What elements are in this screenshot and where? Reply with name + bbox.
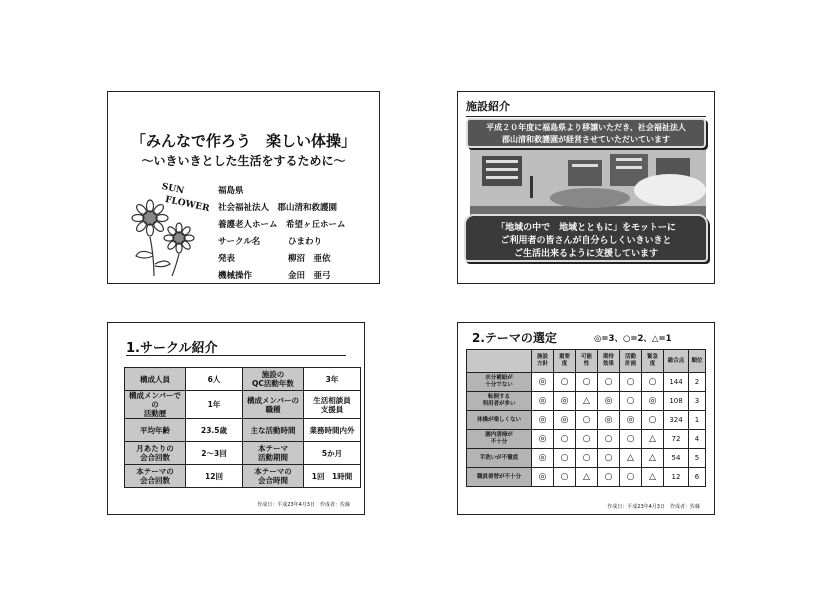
table-value-cell: 業務時間内外 <box>304 419 361 442</box>
info-row: 福島県 <box>218 186 244 196</box>
total-score: 12 <box>664 468 689 487</box>
table-key-cell: 構成メンバーの 職種 <box>243 391 304 419</box>
table-header-cell: 緊急 度 <box>642 350 664 373</box>
rank: 6 <box>689 468 706 487</box>
rank: 1 <box>689 411 706 430</box>
total-score: 54 <box>664 449 689 468</box>
row-label: 水分補給が 十分でない <box>467 373 532 392</box>
info-row: 社会福祉法人 郡山清和救護園 <box>218 203 338 213</box>
table-row <box>467 411 706 430</box>
table-key-cell: 本テーマ 活動期間 <box>243 442 304 465</box>
theme-selection-table <box>466 349 706 487</box>
table-header-cell: 活動 計画 <box>620 350 642 373</box>
row-label: 職員着替が不十分 <box>467 468 532 487</box>
rating-mark: ◎ <box>620 411 642 430</box>
rating-mark: ◎ <box>532 411 554 430</box>
rating-mark: ○ <box>554 430 576 449</box>
info-row: サークル名 ひまわり <box>218 237 323 247</box>
total-score: 72 <box>664 430 689 449</box>
sunflower-logo-text: SUN FLOWER <box>160 181 211 215</box>
heading-underline <box>126 355 346 356</box>
table-value-cell: 1年 <box>186 391 243 419</box>
table-value-cell: 6人 <box>186 368 243 391</box>
motto-banner: 「地域の中で 地域とともに」をモットーに ご利用者の皆さんが自分らしくいきいきと ご生活出来るように支援しています <box>464 214 708 262</box>
table-header-cell <box>467 350 532 373</box>
slide-theme-selection <box>457 322 715 515</box>
table-header-cell: 総合点 <box>664 350 689 373</box>
rating-mark: ○ <box>576 411 598 430</box>
table-row <box>125 442 361 465</box>
table-value-cell: 2～3回 <box>186 442 243 465</box>
total-score: 144 <box>664 373 689 392</box>
table-value-cell: 12回 <box>186 465 243 488</box>
rating-mark: ○ <box>642 411 664 430</box>
table-key-cell: 本テーマの 会合回数 <box>125 465 186 488</box>
rating-mark: ○ <box>620 468 642 487</box>
rating-mark: △ <box>620 449 642 468</box>
slide-title <box>107 91 380 284</box>
rating-mark: △ <box>642 449 664 468</box>
info-row: 機械操作 金田 亜弓 <box>218 271 331 281</box>
slide-circle-intro <box>107 322 365 515</box>
rating-mark: ○ <box>642 373 664 392</box>
rating-mark: ○ <box>598 373 620 392</box>
circle-intro-table <box>124 367 361 488</box>
rating-mark: △ <box>576 392 598 411</box>
table-row <box>467 430 706 449</box>
table-key-cell: 構成人員 <box>125 368 186 391</box>
rating-mark: ◎ <box>532 430 554 449</box>
rating-mark: ◎ <box>532 449 554 468</box>
table-value-cell: 3年 <box>304 368 361 391</box>
rating-mark: △ <box>642 430 664 449</box>
rating-mark: ◎ <box>532 468 554 487</box>
rating-mark: △ <box>642 468 664 487</box>
rating-mark: ◎ <box>554 392 576 411</box>
table-row <box>467 468 706 487</box>
slide-footer: 作成日：平成23年4月3日 作成者：佐藤 <box>607 504 700 510</box>
slide-subtitle: ～いきいきとした生活をするために～ <box>141 154 346 168</box>
table-header-cell: 施設 方針 <box>532 350 554 373</box>
table-key-cell: 本テーマの 会合時間 <box>243 465 304 488</box>
rating-mark: ◎ <box>598 392 620 411</box>
table-key-cell: 構成メンバーでの 活動歴 <box>125 391 186 419</box>
table-value-cell: 生活相談員 支援員 <box>304 391 361 419</box>
rating-mark: ◎ <box>642 392 664 411</box>
rating-mark: ◎ <box>598 411 620 430</box>
row-label: 手洗いが不徹底 <box>467 449 532 468</box>
table-value-cell: 5か月 <box>304 442 361 465</box>
table-header-cell: 重要 度 <box>554 350 576 373</box>
rank: 3 <box>689 392 706 411</box>
slide-title-heading: 「みんなで作ろう 楽しい体操」 <box>130 132 356 150</box>
rating-mark: ◎ <box>554 411 576 430</box>
rating-mark: ○ <box>620 392 642 411</box>
table-row <box>125 419 361 442</box>
table-header-cell: 期待 効果 <box>598 350 620 373</box>
table-key-cell: 施設の QC活動年数 <box>243 368 304 391</box>
info-row: 養護老人ホーム 希望ヶ丘ホーム <box>218 220 346 230</box>
slide-heading: 2.テーマの選定 <box>472 331 557 345</box>
rating-mark: ○ <box>598 468 620 487</box>
rank: 4 <box>689 430 706 449</box>
rating-mark: ○ <box>554 468 576 487</box>
table-row <box>125 465 361 488</box>
rating-mark: ○ <box>576 373 598 392</box>
rating-mark: ○ <box>554 373 576 392</box>
table-value-cell: 23.5歳 <box>186 419 243 442</box>
score-legend: ◎=3、○=2、△=1 <box>594 334 672 344</box>
table-header-row <box>467 350 706 373</box>
operation-banner: 平成２０年度に福島県より移譲いただき、社会福祉法人 郡山清和救護園が経営させていただいています <box>466 118 706 148</box>
table-header-cell: 可能 性 <box>576 350 598 373</box>
table-key-cell: 月あたりの 会合回数 <box>125 442 186 465</box>
table-row <box>125 391 361 419</box>
rating-mark: △ <box>576 468 598 487</box>
rank: 5 <box>689 449 706 468</box>
total-score: 324 <box>664 411 689 430</box>
rating-mark: ○ <box>620 373 642 392</box>
table-row <box>467 449 706 468</box>
rating-mark: ◎ <box>532 373 554 392</box>
table-header-cell: 順位 <box>689 350 706 373</box>
rating-mark: ○ <box>576 449 598 468</box>
slide-facility <box>457 91 715 284</box>
rating-mark: ○ <box>598 430 620 449</box>
slide-heading: 1.サークル紹介 <box>126 341 218 356</box>
row-label: 体操が楽しくない <box>467 411 532 430</box>
rank: 2 <box>689 373 706 392</box>
row-label: 園内清掃が 不十分 <box>467 430 532 449</box>
info-row: 発表 柳沼 亜依 <box>218 254 331 264</box>
table-row <box>125 368 361 391</box>
rating-mark: ◎ <box>532 392 554 411</box>
circle-info-list <box>218 183 346 284</box>
total-score: 108 <box>664 392 689 411</box>
slide-footer: 作成日：平成23年4月3日 作成者：佐藤 <box>257 502 350 508</box>
slide-heading: 施設紹介 <box>466 98 706 117</box>
rating-mark: ○ <box>598 449 620 468</box>
rating-mark: ○ <box>576 430 598 449</box>
table-key-cell: 主な活動時間 <box>243 419 304 442</box>
table-key-cell: 平均年齢 <box>125 419 186 442</box>
rating-mark: ○ <box>554 449 576 468</box>
row-label: 転倒する 利用者が多い <box>467 392 532 411</box>
table-value-cell: 1回 1時間 <box>304 465 361 488</box>
table-row <box>467 392 706 411</box>
table-row <box>467 373 706 392</box>
rating-mark: ○ <box>620 430 642 449</box>
